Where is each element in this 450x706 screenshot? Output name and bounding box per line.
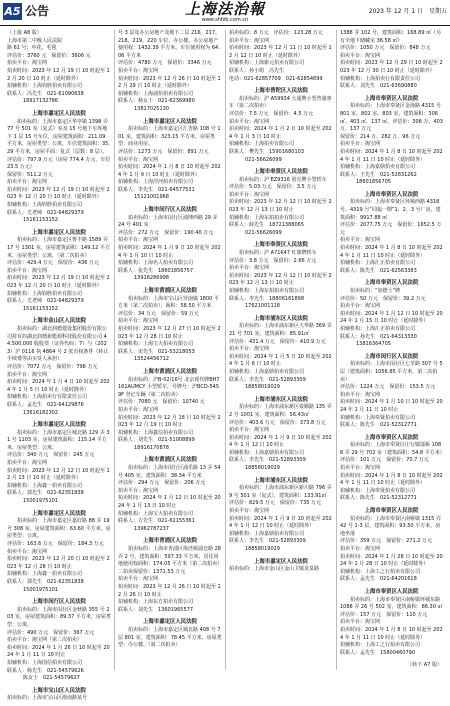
court-name: 上海市奉贤区人民法院: [364, 95, 419, 102]
auction-notice: [4, 228, 114, 317]
notice-line: 13524456712: [134, 356, 169, 363]
court-name: 上海市金山区人民法院: [32, 318, 86, 325]
notice-line: 评估价：3760 元 保留价：3606 元: [7, 52, 91, 59]
notice-line: 联系人：孙小姐 冯先生: [229, 67, 285, 74]
notice-line: 15001975101: [23, 498, 58, 505]
notice-line: 1388 弄 102 号，建筑面积：168.89 ㎡（另有全地下储藏室 36.58 ㎡）: [340, 30, 442, 44]
notice-line: 17621001118: [245, 303, 280, 310]
notice-line: 拍辅机构：上海钧胜拍卖有限公司: [7, 290, 83, 297]
notice-line: 拍卖时间：2023 年 12 月 12 日 10 时起至 12 月 13 日 10 时止（延时除外）: [7, 467, 110, 482]
notice-line: 拍卖时间：2023 年 12 月 19 日 10 时起至 2023 年 12 月 20 日 10 时止（延时除外）: [7, 186, 110, 201]
notice-line: 拍卖平台：淘宝网: [118, 67, 159, 74]
notice-line: 评估价：4780 万元 保留价：3346 万元: [118, 60, 212, 67]
notice-line: 拍辅机构：上海奉贤拍卖有限公司: [340, 487, 416, 494]
column-4: [336, 30, 446, 670]
notice-line: 评估价：5.03 万元 保留价：3.5 万元: [229, 184, 317, 191]
notice-line: 拍辅机构：上海新元拍卖有限公司: [229, 60, 305, 67]
court-name: 上海市浦东区人民法院: [254, 477, 308, 484]
notice-line: 拍卖标的：上海市浦东新区大华路 369 弄 21 号 701 室，建筑面积：85.91㎡: [229, 323, 332, 337]
court-name: 上海市奉贤区人民法院: [254, 242, 308, 249]
notice-line: 路 61 号；中花、毛毯: [7, 45, 57, 52]
notice-line: 拍卖时间：2024 年 1 月 26 日 10 时起至 2024 年 1 月 11 日 10 时止: [7, 644, 110, 659]
notice-line: 评估价：429.4 万元 保留价：436 万元: [7, 260, 100, 267]
court-name: 上海市奉贤区人民法院: [364, 191, 419, 198]
notice-line: 拍辅机构：上海拍卖行有限责任公司: [340, 75, 421, 82]
notice-line: 15161153152: [23, 305, 58, 312]
notice-line: 13817025130: [134, 105, 169, 112]
auction-notice: [337, 278, 446, 351]
auction-notice: [4, 509, 114, 598]
notice-line: 拍卖时间：2024 年 1 月 5 日 10 时起至 2024 年 1 月 6 日 10 时止: [229, 353, 332, 368]
court-name: 上海市奉贤区人民法院: [364, 508, 419, 515]
notice-line: 拍卖时间：2023 年 12 月 19 日 10 时起至 12 月 20 日 10 时止（延时除外）: [7, 67, 110, 82]
auction-notice: [226, 476, 336, 557]
notice-line: 评估价：340 万元 保留价：245 万元: [7, 452, 95, 459]
notice-line: 拍卖标的：上海市宝山区淞南路某号: [7, 695, 88, 702]
notice-line: 联系人：樊先生 15901680103: [229, 148, 304, 155]
notice-line: 拍辅机构：上海嘉鼎拍卖有限公司: [229, 530, 305, 537]
notice-line: 评估价：490 万元 保留价：367 万元: [7, 629, 95, 636]
notice-line: 联系人：陈先生 021-52312771: [340, 495, 417, 502]
notice-line: 拍卖标的：上海市奉贤区南桥镇 1315 弄 42 号 1-3 层，建筑面积：93.50 平方米，房地坐落: [340, 515, 441, 537]
issue-date: 2023 年 12 月 1 日 星期五: [368, 8, 447, 15]
notice-line: 拍卖标的：上海市闵行区金秋路 355 号 203 室，房屋建筑面积：89.37 平方米，房屋类型：公寓。: [7, 606, 111, 628]
notice-line: 拍卖标的：上海市闵行区浦乐路 13 弄 54 号 405 室，建筑面积：38.34 平方米: [118, 465, 221, 479]
auction-notice: [226, 395, 336, 476]
notice-line: 拍卖平台：淘宝网: [7, 60, 48, 67]
notice-line: 联系人：杨女士 021-62369980: [118, 98, 195, 105]
notice-line: 拍卖标的：上海市青浦区徐泾镇浦仓路 28 弄 2 号，建筑面积：597.33 平方米，居住用地使用权面积：174.05 平方米（第二次拍卖）: [118, 546, 223, 568]
notice-line: 拍卖平台：淘宝网: [340, 237, 381, 244]
notice-line: 18858019029: [245, 465, 280, 472]
auction-notice: [4, 420, 114, 509]
notice-line: 评估价：163.6 万元 保留价：184.3 万元: [7, 541, 104, 547]
notice-line: 拍辅机构：上海东拍拍卖有限公司: [229, 288, 305, 294]
notice-line: 拍卖平台：淘宝网: [7, 460, 48, 467]
notice-line: 拍卖平台：淘宝网: [340, 391, 381, 398]
court-name: 上海市奉贤区人民法院: [364, 434, 419, 441]
notice-line: 电话：021-62857709 021-62854899: [229, 75, 323, 82]
notice-line: 拍卖时间：2023 年 12 月 19 日 10 时起至 2023 年 12 月 20 日 10 时止（延时除外）: [7, 275, 110, 289]
notice-line: 15121001968: [134, 194, 169, 201]
court-name: 上海市奉贤区人民法院: [364, 588, 419, 595]
notice-line: 拍卖平台：淘宝网: [229, 427, 270, 434]
court-name: 上海市宝山区人民法院: [32, 687, 86, 694]
section-title: 公告: [25, 4, 50, 18]
notice-line: 拍卖平台：淘宝网: [118, 576, 159, 583]
notice-line: 评估价：157 万元 保留价：110 万元: [340, 611, 428, 618]
notice-line: 拍卖时间：2024 年 1 月 8 日 10 时起至 2024 年 1 月 11 日 10 时止（延时除外）: [340, 472, 443, 487]
court-name: 上海市嘉定区人民法院: [32, 110, 86, 117]
notice-line: 021-56626099: [245, 156, 282, 163]
auction-notice: [4, 686, 114, 706]
court-name: 上海市黄浦区人民法院: [143, 288, 197, 294]
notice-line: 拍卖平台：淘宝网: [118, 156, 159, 163]
notice-line: 拍卖标的：上海市嘉定区汇杏路 108 号 101 室，建筑面积：323.15 平方米，房屋类型：商业用房。: [118, 126, 221, 148]
notice-line: 评估价：1224 万元 保留价：153.5 万元: [340, 384, 436, 391]
notice-line: 拍辅机构：上海鑫一拍卖有限公司: [7, 482, 83, 489]
notice-line: 评估价：101 万元 保留价：70.7 万元: [340, 457, 429, 464]
auction-notice: [226, 240, 336, 313]
notice-line: 拍卖时间：2023 年 12 月 18 日 10 时起至 2023 年 12 月 19 日 10 时止: [118, 414, 221, 429]
notice-line: 拍卖标的：上海市宝山区罗南镇 1800 平方米（第二次拍卖），面积：58.50 平方米: [118, 295, 219, 310]
notice-line: 拍卖标的：上海市嘉定区嘉好路 88 弄 19 号 308 室，房屋建筑面积：63.60 平方米，房屋类型：公寓。: [7, 518, 111, 540]
notice-line: 评估价：2077.75 万元 保留价：1652.5 万元: [340, 222, 442, 236]
notice-line: 18858019029: [245, 384, 280, 391]
notice-line: 拍卖平台：淘宝网: [7, 179, 48, 186]
notice-line: 拍辅机构：上海涅河拍卖有限公司: [118, 179, 194, 186]
notice-line: 评估价：431.4 万元 保留价：410.9 万元: [229, 338, 326, 345]
auction-notice: [226, 314, 336, 395]
notice-line: 拍卖平台：淘宝网: [229, 191, 270, 198]
notice-line: 拍卖标的：上海市嘉定区城北路 408 号 7 层 801 室，建筑面积：78.45 平方米，房屋类型：办公楼。（第二次拍卖）: [118, 626, 222, 649]
court-name: 上海市嘉定区人民法院: [143, 118, 197, 125]
auction-notice: [4, 316, 114, 420]
notice-line: 拍辅机构：上海拍卖行有限责任公司: [7, 394, 88, 401]
notice-line: 拍辅机构：上海东拍拍卖有限公司: [229, 214, 305, 221]
notice-line: 联系人：孙先生 021-64313330: [340, 333, 417, 340]
notice-line: 联系人：杨先生 021-54579626: [7, 667, 84, 674]
notice-line: 拍卖时间：2024 年 1 月 9 日 10 时起至 2024 年 1 月 12 日 10 时止（延时除外）: [229, 515, 332, 530]
auction-notice: [337, 190, 446, 279]
notice-line: 拍卖时间：2024 年 1 月 9 日 10 时起至 2024 年 1 月 12 日 10 时止: [229, 434, 332, 449]
notice-line: 评估价：829.5 万元 保留价：735 万元: [229, 500, 322, 507]
notice-line: 联系人：尤老师 021-64829379: [7, 209, 84, 216]
notice-line: 拍辅机构：上海奉贤拍卖有限公司: [340, 414, 416, 421]
notice-line: 拍卖标的：上海市浦东新区新川路 796 弄 9 号 501 室（复式），建筑面积：133.91㎡: [229, 485, 332, 499]
notice-line: 联系人：张先生 18601856757: [118, 267, 193, 274]
court-name: 上海市嘉定区人民法院: [32, 229, 86, 236]
auction-notice: [226, 86, 336, 167]
notice-line: 保留价：214 万、282 万、96 万元: [340, 133, 421, 140]
notice-line: 联系人：郭先生 021-62351838: [7, 578, 84, 585]
auction-notice: [115, 367, 225, 456]
notice-line: 拍卖标的：上海市奉贤区金海路 4315 号 801 室、802 室、803 室，建筑面积：306 ㎡、403 ㎡、137 ㎡，评估价：306 万、403 万、137 万元: [340, 103, 443, 133]
auction-notice: [4, 30, 114, 109]
notice-line: 拍卖标的：上海市闵行区浦坤西路 29 弄 24 号 401 室: [118, 214, 218, 229]
notice-line: 拍卖平台：淘宝网: [340, 303, 381, 310]
notice-line: 联系人：尤老师 021-64829379: [7, 298, 84, 305]
court-name: 上海市黄浦区人民法院: [143, 368, 197, 375]
notice-line: 拍卖平台：淘宝网（第二次拍卖）: [7, 637, 83, 644]
court-name: 上海市浦东区人民法院: [254, 315, 308, 322]
auction-notice: [337, 30, 446, 94]
court-name: 上海市嘉定区人民法院: [254, 558, 308, 565]
notice-line: 评估价：272 万元 保留价：190.40 万元: [118, 229, 214, 236]
court-name: 上海市奉贤区人民法院: [364, 280, 419, 287]
court-name: 上海市青浦区人民法院: [143, 538, 197, 545]
notice-line: 拍卖平台：淘宝网: [229, 265, 270, 272]
court-name: 上海市奉贤区人民法院: [254, 169, 308, 176]
notice-line: 拍卖时间：2024 年 1 月 8 日 10 时起至 2024 年 1 月 11 日 10 时止（延时除外）: [340, 245, 443, 259]
notice-line: 联系人：王先生 021-52831262: [340, 171, 417, 178]
auction-notice: [115, 617, 225, 652]
notice-line: 拍卖时间：2024 年 1 月 4 日 10 时起至 2024 年 1 月 5 日 10 时止（延时除外）: [7, 379, 110, 393]
notice-line: 拍辅机构：上海汇正拍卖有限公司: [340, 260, 416, 267]
notice-line: 拍卖时间：2023 年 12 月 29 日 10 时起至 2023 年 12 月 30 日 10 时止（延时除外）: [340, 60, 443, 74]
notice-line: 拍辅机构：上海鑫一拍卖有限公司: [7, 571, 83, 578]
notice-line: 拍辅机构：上海名人拍卖有限公司: [118, 260, 194, 267]
notice-line: 18916170878: [134, 444, 169, 451]
notice-line: 拍卖标的：上海市嘉定区华亭镇 1398 弄 77 号 501 室（复式）室及 15 号地下车库地下 1 层 15 号车位，房屋建筑面积：211.09 平方米，房屋类型：公寓，车位建筑面积：35.29 平方米，房屋平面：复式（层数：8 层）。: [7, 118, 110, 155]
notice-line: 13916286998: [134, 275, 169, 282]
notice-line: 上海市第二中级人民法院: [7, 37, 63, 44]
notice-line: 拍卖标的：湖北润德建设集团股份有限公司持有的湖北润德新能源科技股份有限公司 44.500,000 股股票（证券代码：7）与（2023）沪 0116 执 4864 号 2 张有权条件（转让手续费等由买受人承担）: [7, 325, 109, 363]
notice-line: 拍卖平台：淘宝网: [229, 37, 270, 44]
auction-notice: [226, 167, 336, 240]
notice-line: 拍卖标的：上海市嘉定区城北路 129 弄 31 号 1103 室，房屋建筑面积：115.14 平方米，房屋类型：公寓。: [7, 429, 110, 451]
notice-line: 拍卖平台：淘宝网: [229, 508, 270, 515]
notice-line: 联系人：刘先生 13601965577: [118, 606, 193, 613]
auction-notice: [115, 286, 225, 367]
notice-line: 拍辅机构：上海宝大拍卖有限公司: [118, 510, 194, 517]
notice-line: 13616182302: [23, 409, 58, 416]
notice-line: 评估价：50 万元 保留价：39.2 万元: [340, 295, 426, 302]
notice-line: 拍卖时间：2024 年 1 月 8 日 10 时起至 2024 年 1 月 11 日 10 时止（延时除外）: [340, 148, 443, 163]
notice-line: 联系人：薛先生 18721388065: [229, 222, 304, 229]
notice-line: 联系人：陈先生 021-62563383: [340, 267, 417, 274]
court-name: 上海市黄浦区人民法院: [143, 457, 197, 464]
notice-line: 18858019029: [245, 546, 280, 552]
auction-notice: [115, 536, 225, 617]
notice-line: 联系人：李先生 021-52893309: [229, 538, 306, 545]
court-name: 上海市嘉定区人民法院: [32, 510, 86, 517]
notice-line: 拍卖标的：上海市闵行区七莘路 307 号 5 层（建筑面积：1056.85 平方米，第二次拍卖）: [340, 361, 443, 383]
notice-line: 拍辅机构：上海汇正拍卖有限公司: [340, 325, 416, 332]
notice-line: 13816364705: [356, 341, 391, 348]
notice-line: 评估价：403.6 万元 保留价：373.8 万元: [229, 419, 326, 426]
auction-notice: [337, 587, 446, 660]
notice-line: 拍卖时间：2023 年 12 月 20 日 10 时起至 2023 年 12 月 28 日 10 时止: [7, 556, 110, 570]
auction-notice: [115, 117, 225, 206]
notice-line: 联系人：孟先生 021-64201618: [340, 576, 417, 583]
notice-line: 保留价：511.2 万元: [7, 171, 53, 178]
notice-line: 评估价：7.5 万元 保留价：4.5 万元: [229, 110, 314, 117]
column-3: [225, 30, 336, 670]
continued-note: （转下 A7 版）: [407, 662, 442, 669]
notice-line: 拍辅机构：上海工之行拍卖有限公司: [340, 568, 421, 575]
notice-line: 拍辅机构：上海国信拍卖有限公司: [7, 659, 83, 666]
notice-line: 021-56626099: [245, 229, 282, 236]
notice-line: 联系人：陈先生 021-52312771: [340, 422, 417, 429]
notice-line: 拍卖标的：沪B-02/16号 北京现代牌BH7161AUMCY 小型轿车，号牌号：沪BCD-5459F 登记车辆（第二次拍卖）: [118, 376, 220, 398]
notice-line: 陈女士 021-54579627: [23, 675, 80, 682]
notice-line: 拍卖平台：淘宝网: [340, 465, 381, 472]
auction-notice: [115, 455, 225, 536]
auction-notice: [337, 94, 446, 190]
notice-line: 拍卖平台：淘宝网: [340, 52, 381, 59]
notice-line: 18601856705: [356, 179, 391, 186]
auction-notice: [337, 352, 446, 433]
notice-line: 拍卖平台：淘宝网: [7, 548, 48, 555]
auction-notice: [115, 30, 225, 117]
notice-line: 联系人：李先生 021-52893309: [229, 457, 306, 464]
notice-line: 号 3 层及办公房地产及地下二层 216、217、218、219、220 车位，办公楼，办公房地产使用权：1432.39 平方米，车位使用权为 64.06 平方米: [118, 30, 221, 59]
notice-line: 拍卖标的：“加德士”牌: [350, 288, 401, 294]
notice-line: 拍卖时间：2024 年 1 月 8 日 10 时起至 2024 年 1 月 11 日 10 时止（延时除外）: [340, 626, 443, 641]
court-name: 上海市闵行区人民法院: [32, 599, 86, 606]
auction-notice: [337, 506, 446, 587]
notice-line: 拍卖标的：上海市嘉定区曹丰路 1589 弄 17 号 1301 室，房屋建筑面积：149.12 平方米，房屋类型：公寓，（第二次拍卖）: [7, 237, 110, 259]
court-name: 上海市闵行区人民法院: [143, 207, 197, 214]
notice-line: 评估价：294 万元 保留价：206 万元: [118, 480, 206, 487]
notice-columns: [4, 30, 446, 702]
newspaper-masthead: 上海法治報: [184, 0, 265, 18]
notice-line: 评估价：797.9 万元（房屋 774.4 万元，车位 23.5 万元）: [7, 156, 111, 171]
notice-line: 拍卖平台：淘宝网: [229, 118, 270, 125]
notice-line: 拍辅机构：上海宝大拍卖有限公司: [118, 341, 194, 348]
auction-notice: [226, 557, 336, 577]
court-name: 上海市浦东区人民法院: [254, 396, 308, 403]
notice-line: 拍卖时间：2023 年 12 月 12 日 10 时起至 2023 年 12 月 13 日 10 时止: [229, 272, 332, 287]
notice-line: 评估价：1273 万元 保留价：891 万元: [118, 148, 209, 155]
notice-line: 联系人：冯先生 021-61090638: [7, 90, 84, 97]
notice-line: 评估价：7080 元 保留价：10740 元: [118, 399, 205, 406]
notice-line: 拍卖时间：2023 年 12 月 26 日 10 时起至 12 月 26 日 10 时止: [118, 583, 221, 598]
notice-line: 拍辅机构：上海钧胜拍卖有限公司: [7, 202, 83, 209]
notice-line: 拍卖标的：沪 A71K47 红旗牌轿车: [239, 250, 317, 257]
notice-line: 拍卖平台：淘宝网: [229, 346, 270, 353]
notice-line: 拍辅机构：上海鑫信拍卖有限公司: [118, 429, 194, 436]
notice-line: 拍卖标的：沪 EZ9316 别克牌小型轿车: [239, 176, 327, 183]
notice-line: 拍卖平台：淘宝网: [340, 141, 381, 148]
notice-line: 二拍卖保留价：1371.53 万元: [118, 568, 186, 575]
notice-line: 拍卖平台：淘宝网: [118, 406, 159, 413]
notice-line: 拍卖时间：2023 年 12 月 11 日 10 时起至 12 月 12 日 10 时止（延时除外）: [229, 45, 332, 59]
notice-line: 拍卖时间：2023 年 12 月 27 日 10 时起至 2023 年 12 月 28 日 10 时止: [118, 325, 221, 340]
court-name: 上海市闵行区人民法院: [364, 353, 419, 360]
notice-line: 拍卖标的：上海市奉贤区南桥镇环城东路 1088 弄 26 号 502 室，建筑面积：86.30 ㎡: [340, 596, 443, 611]
notice-line: 拍卖标的：上海市浦东新区泰顺路 135 弄 2 号 1001 室，建筑面积：56.43㎡: [229, 404, 332, 418]
notice-line: 拍卖时间：2023 年 12 月 26 日 10 时起至 12 月 29 日 10 时止（延时除外）: [118, 75, 221, 90]
notice-line: 拍卖标的：上海市奉贤区庄行镇邬桥 1088 弄 29 号 702 室（建筑面积：54.8 平方米）: [340, 442, 445, 456]
column-2: [114, 30, 225, 670]
notice-line: 评估价：7072 万元 保留价：798 万元: [7, 363, 98, 370]
notice-line: 联系人：郭先生 021-62351838: [7, 490, 84, 497]
notice-line: 评估价：34 万元 保留价：59 万元: [118, 310, 199, 317]
notice-line: 拍辅机构：上海浦恒拍卖有限公司: [118, 90, 194, 97]
notice-line: 拍辅机构：上海嘉鼎拍卖有限公司: [229, 449, 305, 456]
notice-line: 拍卖平台：淘宝网: [340, 619, 381, 626]
auction-notice: [4, 109, 114, 228]
notice-line: 拍卖平台：淘宝网: [340, 546, 381, 552]
notice-line: 联系人：李先生 18806161898: [229, 295, 304, 302]
notice-line: 联系人：孟先生 021-64129876: [7, 401, 84, 408]
notice-line: 拍辅机构：上海东方拍卖有限公司: [118, 599, 194, 606]
notice-line: 评估价：359 万元 保留价：271.2 万元: [340, 538, 433, 545]
notice-line: 拍卖平台：淘宝网: [118, 318, 159, 325]
notice-line: 拍辅机构：上海工之行拍卖有限公司: [340, 642, 421, 649]
notice-line: 拍辅机构：上海嘉鼎拍卖有限公司: [229, 368, 305, 375]
notice-line: 联系人：孟先生 15800460790: [340, 649, 415, 656]
auction-notice: [226, 30, 336, 86]
column-1: [4, 30, 114, 702]
notice-line: 拍卖时间：2024 年 1 月 12 日 10 时起至 2024 年 1 月 13 日 10 时止: [118, 495, 221, 510]
notice-line: 拍卖时间：2024 年 1 月 28 日 10 时起至 2024 年 1 月 28 日 10 时止（延时除外）: [340, 553, 443, 568]
notice-line: 拍卖标的：8 万元 评估价：123.28 万元: [229, 30, 323, 36]
notice-line: 拍卖时间：2024 年 1 月 10 日 10 时起至 2024 年 1 月 11 日 10 时止: [340, 399, 443, 413]
notice-line: 18917132786: [23, 98, 58, 105]
auction-notice: [115, 205, 225, 286]
notice-line: 联系人：宋先生 021-53218053: [118, 348, 195, 355]
website-address: www.shfzb.com.cn: [201, 17, 249, 23]
auction-notice: [337, 433, 446, 506]
auction-notice: [4, 597, 114, 686]
notice-line: 拍卖平台：淘宝网: [7, 267, 48, 274]
court-name: 上海市普陀区人民法院: [254, 88, 308, 95]
notice-line: 联系人：刘先生 021-51008899: [118, 437, 195, 444]
notice-line: 拍卖时间：2024 年 1 月 12 日 10 时起至 2024 年 1 月 15 日 10 时止（延时除外）: [340, 310, 443, 325]
notice-line: （上接 A8 版）: [7, 30, 42, 36]
notice-line: 拍卖平台：淘宝网: [7, 371, 48, 378]
notice-line: 联系人：方先生 021-62155361: [118, 518, 195, 525]
notice-line: 评估价：1050 万元 保留价：848 万元: [340, 45, 431, 52]
notice-line: 拍卖时间：2024 年 1 月 8 日 10 时起至 2024 年 1 月 9 日 10 时止（延时除外）: [118, 164, 221, 178]
page-code-badge: A5: [4, 5, 21, 18]
notice-line: 15161153152: [23, 217, 58, 224]
notice-line: 联系人：李先生 021-64577531: [118, 186, 195, 193]
notice-line: 拍卖平台：淘宝网: [118, 487, 159, 494]
court-name: 上海市嘉定区人民法院: [32, 422, 86, 429]
court-name: 上海市嘉定区人民法院: [143, 619, 197, 626]
notice-line: 拍辅机构：上海钧胜拍卖有限公司: [7, 83, 83, 90]
notice-line: 拍辅机构：上海嘉鼎拍卖有限公司: [340, 164, 416, 171]
notice-line: 拍卖标的：上海市金山区金山卫镇龙泉路: [229, 566, 320, 573]
notice-line: 13962787237: [134, 525, 169, 532]
notice-line: 拍辅机构：上海拍卖有限公司: [229, 141, 295, 148]
notice-line: 拍卖时间：2023 年 12 月 12 日 10 时起至 2023 年 12 月 13 日 10 时止: [229, 199, 332, 214]
notice-line: 评估价：3.8 万元 保留价：2.66 万元: [229, 257, 317, 264]
notice-line: 联系人：刘先生 021-63690880: [340, 83, 417, 90]
notice-line: 拍卖时间：2024 年 1 月 9 日 10 时起至 2024 年 1 月 10 日 10 时止: [118, 245, 221, 259]
notice-line: 联系人：李先生 021-52893309: [229, 376, 306, 383]
notice-line: 拍卖标的：上海市奉贤区环城西路 4318 号、4319 号“同福一期”1、2、3 号厂房，建筑面积：9917.88 ㎡: [340, 199, 441, 221]
notice-line: 拍卖标的：沪 A59934 大通牌小型普通客车（第二次拍卖）: [229, 95, 332, 110]
notice-line: 拍卖时间：2024 年 1 月 2 日 10 时起至 2024 年 1 月 3 日 10 时止: [229, 126, 332, 140]
notice-line: 拍卖平台：淘宝网: [118, 237, 159, 244]
page-header: [0, 0, 450, 26]
notice-line: 15001975101: [23, 586, 58, 593]
